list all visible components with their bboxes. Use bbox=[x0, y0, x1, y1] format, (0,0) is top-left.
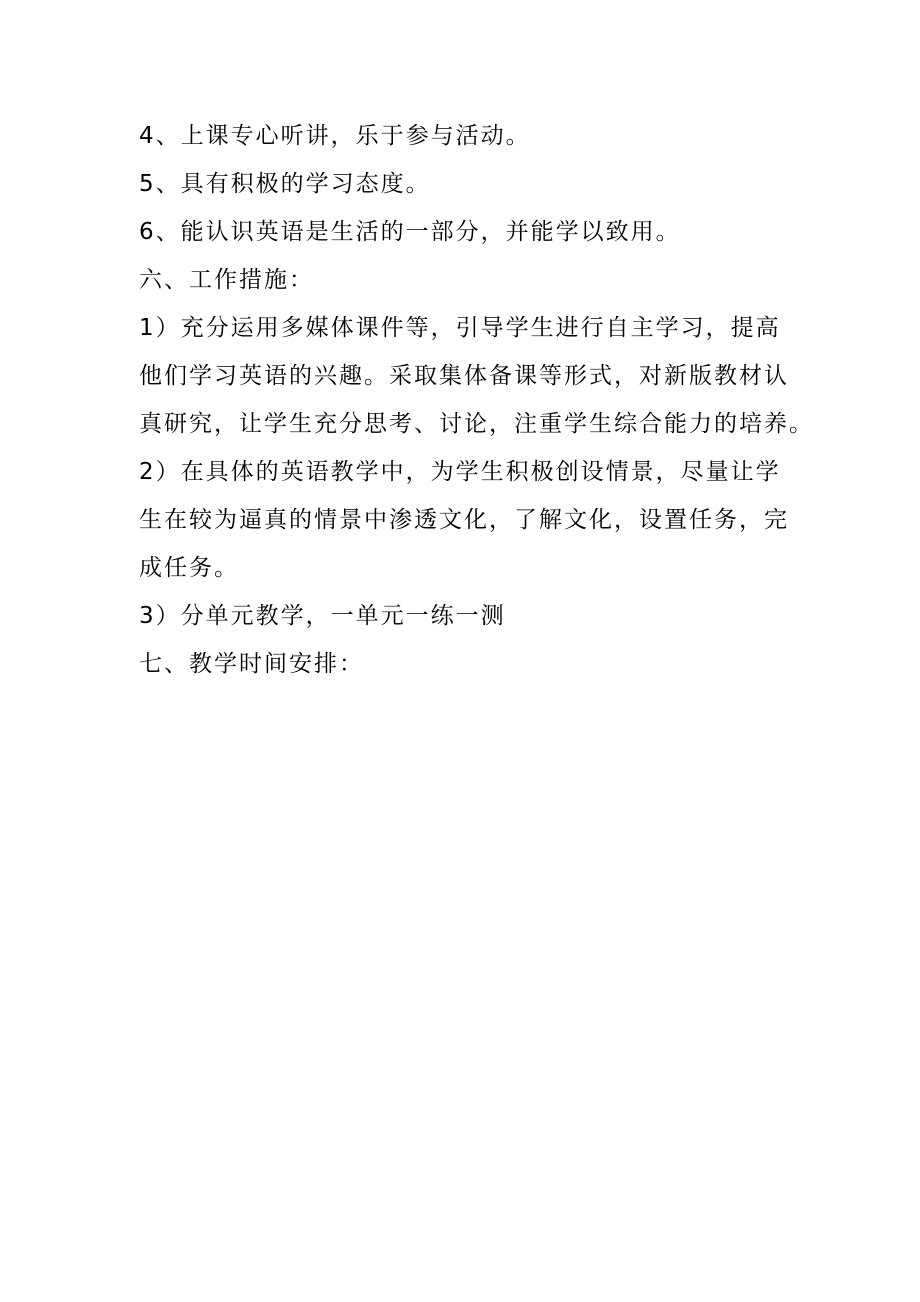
measure-1-line-3: 真研究，让学生充分思考、讨论，注重学生综合能力的培养。 bbox=[139, 411, 814, 437]
goal-item-4: 4、上课专心听讲，乐于参与活动。 bbox=[139, 123, 531, 149]
measure-3: 3）分单元教学，一单元一练一测 bbox=[139, 603, 506, 629]
measure-1-line-2: 他们学习英语的兴趣。采取集体备课等形式，对新版教材认 bbox=[139, 363, 789, 389]
measure-2-line-2: 生在较为逼真的情景中渗透文化，了解文化，设置任务，完 bbox=[139, 507, 789, 533]
measure-2-line-3: 成任务。 bbox=[139, 555, 239, 581]
section-heading-schedule: 七、教学时间安排： bbox=[139, 651, 364, 677]
measure-2-line-1: 2）在具体的英语教学中，为学生积极创设情景，尽量让学 bbox=[139, 459, 781, 485]
goal-item-6: 6、能认识英语是生活的一部分，并能学以致用。 bbox=[139, 219, 681, 245]
measure-1-line-1: 1）充分运用多媒体课件等，引导学生进行自主学习，提高 bbox=[139, 315, 781, 341]
document-body bbox=[139, 112, 814, 688]
section-heading-measures: 六、工作措施： bbox=[139, 267, 314, 293]
goal-item-5: 5、具有积极的学习态度。 bbox=[139, 171, 431, 197]
